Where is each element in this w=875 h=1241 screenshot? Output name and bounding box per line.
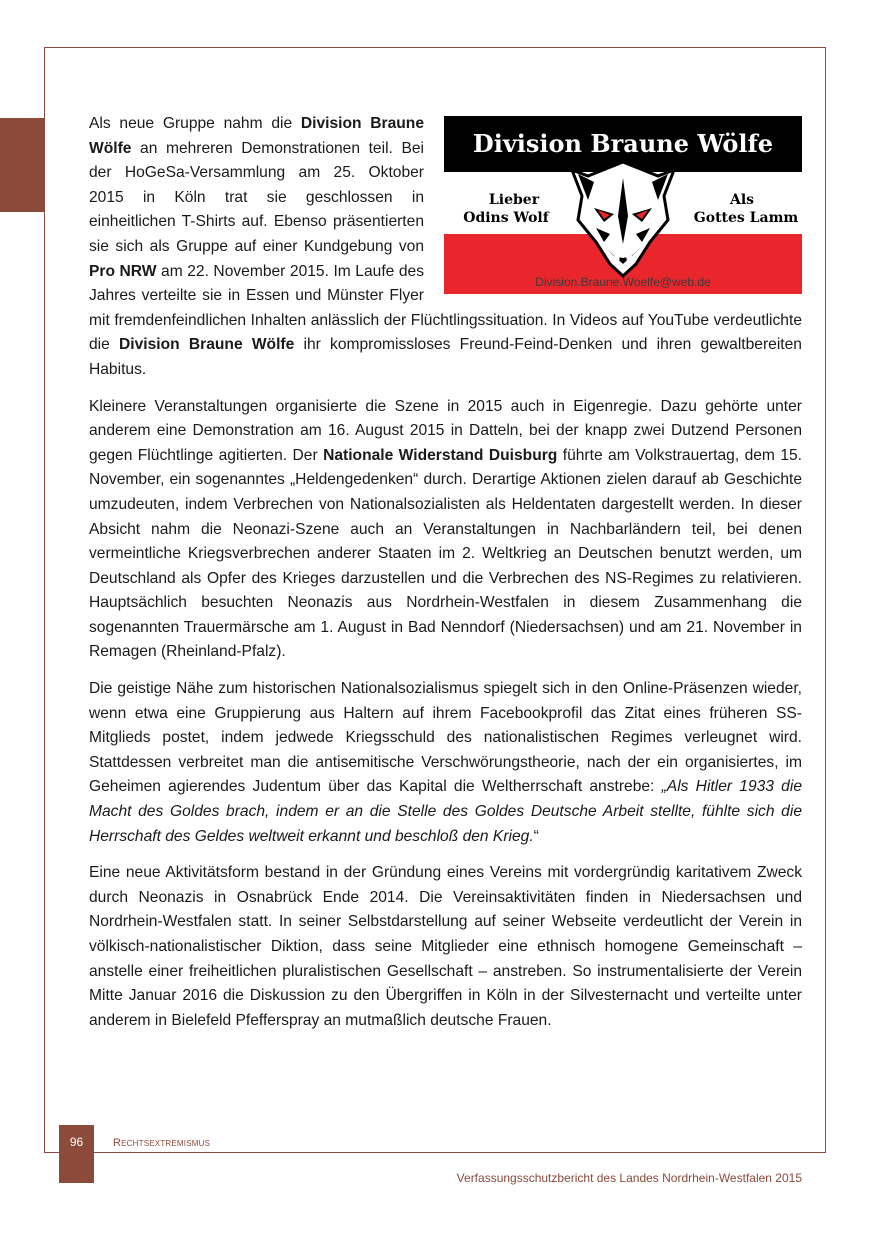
- quote-italic: „Als Hitler 1933 die Macht des Goldes brach, indem er an die Stelle des Goldes Deutsche Arbeit stellte, fühlte sich die Herrschaft des Geldes weltweit erkannt und beschloß den Krieg.: [89, 778, 802, 845]
- banner-email: Division.Braune.Woelfe@web.de: [535, 275, 711, 289]
- segment: Die geistige Nähe zum historischen Nationalsozialismus spiegelt sich in den Online-Präsenzen wieder, wenn etwa eine Gruppierung aus Haltern auf ihrem Facebookprofil das Zitat eines früheren SS-Mitglieds postet, indem jedwede Kriegsschuld des nationalistischen Regimes verleugnet wird. Stattdessen verbreitet man die antisemitische Verschwörungstheorie, nach der ein organisiertes, im Geheimen agierendes Judentum über das Kapital die Weltherrschaft anstrebe:: [89, 680, 802, 796]
- page-number-box: [59, 1125, 94, 1183]
- segment: an mehreren Demonstrationen teil. Bei der HoGeSa-Versammlung am 25. Oktober 2015 in Köln trat sie geschlossen in einheitlichen T-Shirts auf. Ebenso präsentierten sie sich als Gruppe auf einer Kundgebung von: [89, 139, 424, 255]
- report-title: Verfassungsschutzbericht des Landes Nordrhein-Westfalen 2015: [456, 1171, 802, 1185]
- paragraph-4: [89, 861, 802, 1033]
- segment: Kleinere Veranstaltungen organisierte die Szene in 2015 auch in Eigenregie. Dazu gehörte unter anderem eine Demonstration am 16. August 2015 in Datteln, bei der knapp zwei Dutzend Personen gegen Flüchtlinge agitierten. Der: [89, 397, 802, 464]
- segment-bold: Division Braune Wölfe: [89, 115, 424, 157]
- page-number: 96: [69, 1135, 84, 1149]
- segment: Als neue Gruppe nahm die: [89, 115, 301, 132]
- segment-bold: Pro NRW: [89, 262, 157, 280]
- segment: ihr kompromissloses Freund-Feind-Denken und ihren gewaltbereiten Habitus.: [89, 336, 802, 378]
- chapter-tab-marker: [0, 118, 44, 212]
- paragraph-3: [89, 677, 802, 849]
- division-braune-woelfe-banner-image: [444, 116, 802, 294]
- banner-title: Division Braune Wölfe: [472, 129, 774, 158]
- segment: Eine neue Aktivitätsform bestand in der Gründung eines Vereins mit vordergründig karitativem Zweck durch Neonazis in Osnabrück Ende 2014. Die Vereinsaktivitäten finden in Niedersachsen und Nordrhein-Westfalen statt. In seiner Selbstdarstellung auf seiner Webseite verdeutlicht der Verein in völkisch-nationalistischer Diktion, dass seine Mitglieder eine ethnisch homogene Gemeinschaft – anstelle einer freiheitlichen pluralistischen Gesellschaft – anstreben. So instrumentalisierte der Verein Mitte Januar 2016 die Diskussion zu den Übergriffen in Köln in der Silvesternacht und verteilte unter anderem in Bielefeld Pfefferspray an mutmaßlich deutsche Frauen.: [89, 864, 802, 1029]
- right-slogan-line2: Gottes Lamm: [693, 210, 799, 226]
- segment-bold: Nationale Widerstand Duisburg: [323, 446, 558, 464]
- segment: “: [533, 827, 539, 845]
- segment-bold: Division Braune Wölfe: [119, 336, 295, 354]
- section-name: Rechtsextremismus: [113, 1137, 211, 1149]
- segment: führte am Volkstrauertag, dem 15. November, ein sogenanntes „Heldengedenken“ durch. Derartige Aktionen zielen darauf ab Geschichte umzudeuten, indem Verbrechen von Nationalsozialisten als Heldentaten dargestellt werden. In dieser Absicht nahm die Neonazi-Szene auch an Veranstaltungen in Nachbarländern teil, bei denen vermeintliche Kriegsverbrechen anderer Staaten im 2. Weltkrieg an Deutschen benutzt werden, um Deutschland als Opfer des Krieges darzustellen und die Verbrechen des NS-Regimes zu relativieren. Hauptsächlich besuchten Neonazis aus Nordrhein-Westfalen in diesem Zusammenhang die sogenannten Trauermärsche am 1. August in Bad Nenndorf (Niedersachsen) und am 21. November in Remagen (Rheinland-Pfalz).: [89, 446, 803, 661]
- segment: am 22. November 2015. Im Laufe des Jahres verteilte sie in Essen und Münster Flyer mit fremdenfeindlichen Inhalten anlässlich der Flüchtlingssituation. In Videos auf YouTube verdeutlichte die: [89, 262, 802, 354]
- right-slogan-line1: Als: [729, 192, 755, 208]
- paragraph-2: [89, 395, 802, 666]
- left-slogan-line1: Lieber: [488, 192, 540, 208]
- left-slogan-line2: Odins Wolf: [463, 210, 549, 226]
- body-text: [89, 112, 802, 1045]
